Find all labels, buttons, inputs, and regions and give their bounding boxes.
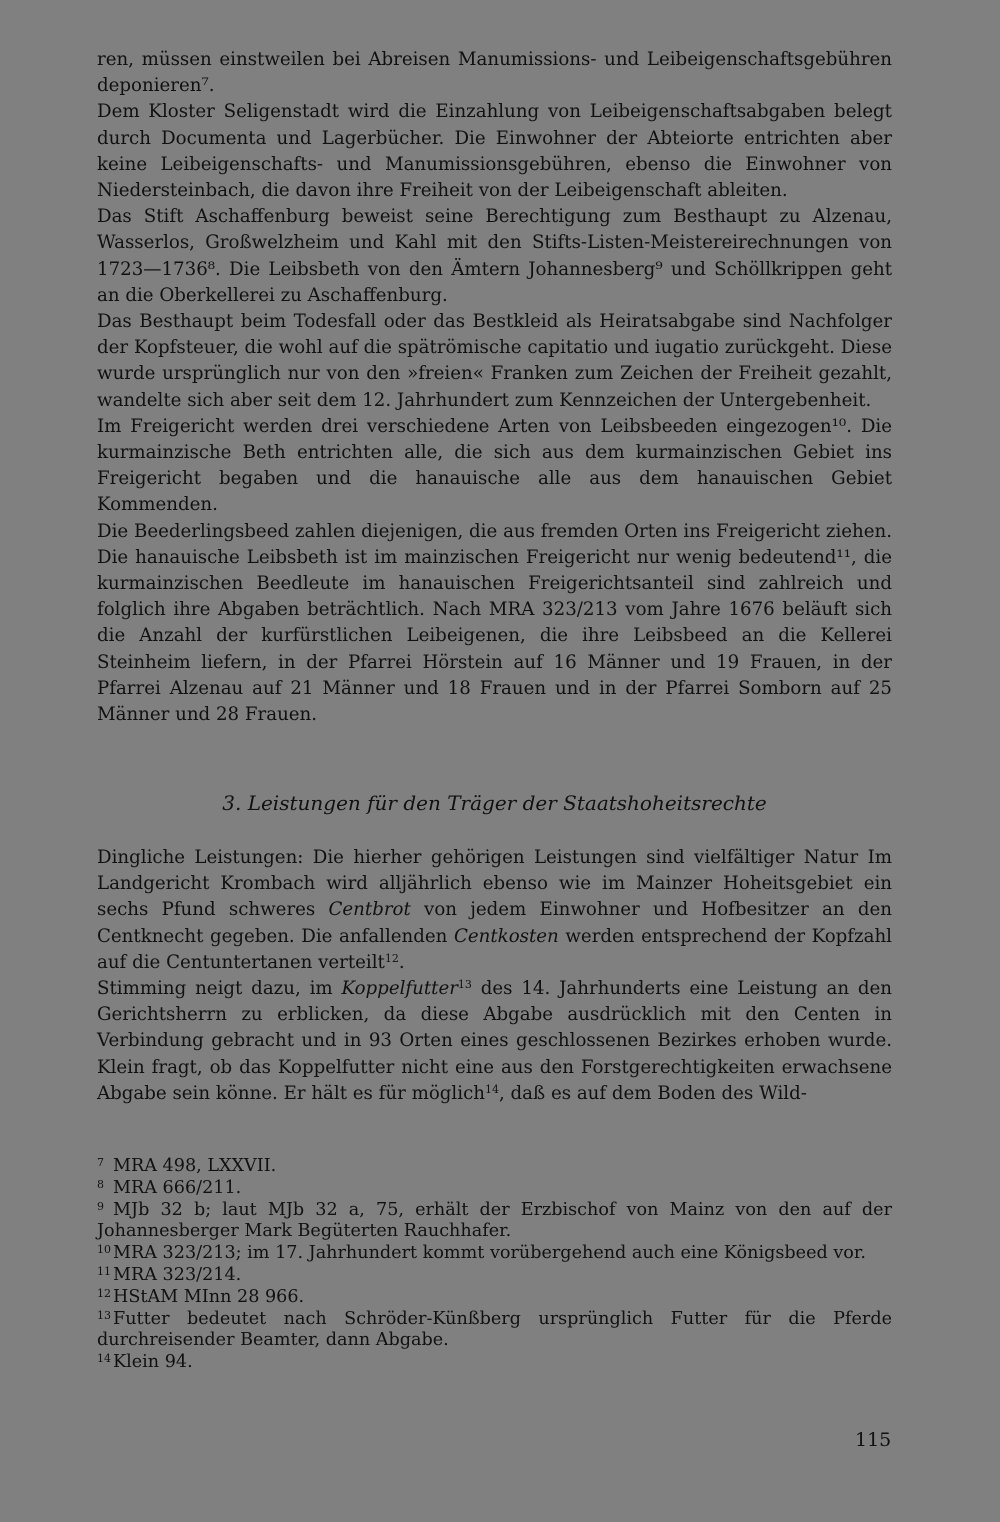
text-run: . — [398, 951, 405, 973]
footnote-text: MRA 498, LXXVII. — [113, 1156, 277, 1176]
body-text-top — [97, 47, 892, 728]
footnote-text: HStAM MInn 28 966. — [113, 1286, 305, 1307]
paragraph — [97, 845, 892, 976]
italic-term: Centbrot — [328, 899, 411, 921]
paragraph: Die Beederlingsbeed zahlen diejenigen, die aus fremden Orten ins Freigericht ziehen. Die hanauische Leibsbeth ist im mainzischen Freigericht nur wenig bedeutend¹¹, die kurmainzischen Beedleute im hanauischen Freigerichtsanteil sind zahlreich und folglich ihre Abgaben beträchtlich. Nach MRA 323/213 vom Jahre 1676 beläuft sich die Anzahl der kurfürstlichen Leibeigenen, die ihre Leibsbeed an die Kellerei Steinheim liefern, in der Pfarrei Hörstein auf 16 Männer und 19 Frauen, in der Pfarrei Alzenau auf 21 Männer und 18 Frauen und in der Pfarrei Somborn auf 25 Männer und 28 Frauen. — [97, 520, 892, 726]
footnote: 7 MRA 498, LXXVII. — [97, 1156, 277, 1176]
paragraph: Das Besthaupt beim Todesfall oder das Bestkleid als Heiratsabgabe sind Nachfolger der Kopfsteuer, die wohl auf die spätrömische capitatio und iugatio zurückgeht. Diese wurde ursprünglich nur von den »freien« Franken zum Zeichen der Freiheit gezahlt, wandelte sich aber seit dem 12. Jahrhundert zum Kennzeichen der Untergebenheit. — [97, 311, 892, 411]
italic-term: Koppelfutter — [341, 978, 458, 1000]
footnote-text: MRA 323/213; im 17. Jahrhundert kommt vorübergehend auch eine Königsbeed vor. — [113, 1243, 866, 1264]
text-run: werden entsprechend der Kopfzahl auf die Centuntertanen verteilt — [97, 925, 892, 973]
footnote: 13 Futter bedeutet nach Schröder-Künßberg ursprünglich Futter für die Pferde durchreisender Beamter, dann Abgabe. — [97, 1308, 892, 1351]
text-run: des 14. Jahrhunderts eine Leistung an den Gerichtsherrn zu erblicken, da diese Abgabe ausdrücklich mit den Centen in Verbindung gebracht und in 93 Orten eines geschlossenen Bezirkes erhoben wurde. Klein fragt, ob das Koppelfutter nicht eine aus den Forstgerechtigkeiten erwachsene Abgabe sein könne. Er hält es für möglich — [97, 978, 892, 1104]
section-heading: 3. Leistungen für den Träger der Staatshoheitsrechte — [222, 791, 767, 815]
paragraph: Das Stift Aschaffenburg beweist seine Berechtigung zum Besthaupt zu Alzenau, Wasserlos, Großwelzheim und Kahl mit den Stifts-Listen-Meistereirechnungen von 1723—1736⁸. Die Leibsbeth von den Ämtern Johannesberg⁹ und Schöllkrippen geht an die Oberkellerei zu Aschaffenburg. — [97, 206, 892, 306]
footnote-text: Klein 94. — [113, 1352, 193, 1373]
paragraph: Im Freigericht werden drei verschiedene Arten von Leibsbeeden eingezogen¹⁰. Die kurmainzische Beth entrichten alle, die sich aus dem kurmainzischen Gebiet ins Freigericht begaben und die hanauische alle aus dem hanauischen Gebiet Kommenden. — [97, 415, 892, 516]
page-number: 115 — [855, 1429, 892, 1451]
footnote: 10 MRA 323/213; im 17. Jahrhundert kommt vorübergehend auch eine Königsbeed vor. — [97, 1243, 866, 1264]
footnote-text: Futter bedeutet nach Schröder-Künßberg ursprünglich Futter für die Pferde durchreisender Beamter, dann Abgabe. — [97, 1308, 892, 1351]
footnote-text: MRA 323/214. — [113, 1264, 242, 1285]
paragraph — [97, 976, 892, 1107]
footnote-ref: 12 — [384, 951, 399, 965]
text-run: Dingliche Leistungen: Die hierher gehörigen Leistungen sind vielfältiger Natur Im Landgericht Krombach wird alljährlich ebenso wie im Mainzer Hoheitsgebiet ein sechs Pfund schweres — [97, 847, 892, 921]
body-text-bottom — [97, 845, 892, 1107]
text-run: von jedem Einwohner und Hofbesitzer an den Centknecht gegeben. Die anfallenden — [97, 899, 892, 947]
paragraph: ren, müssen einstweilen bei Abreisen Manumissions- und Leibeigenschaftsgebühren deponieren⁷. — [97, 49, 892, 97]
text-run: Stimming neigt dazu, im — [97, 978, 342, 1000]
footnote: 11 MRA 323/214. — [97, 1264, 242, 1285]
footnote-text: MRA 666/211. — [113, 1177, 242, 1198]
footnote: 12 HStAM MInn 28 966. — [97, 1286, 305, 1307]
footnote-ref: 13 — [457, 978, 472, 992]
paragraph: Dem Kloster Seligenstadt wird die Einzahlung von Leibeigenschaftsabgaben belegt durch Documenta und Lagerbücher. Die Einwohner der Abteiorte entrichten aber keine Leibeigenschafts- und Manumissionsgebühren, ebenso die Einwohner von Niedersteinbach, die davon ihre Freiheit von der Leibeigenschaft ableiten. — [97, 101, 892, 202]
footnotes — [97, 1156, 892, 1374]
footnote: 8 MRA 666/211. — [97, 1177, 242, 1198]
footnote: 14 Klein 94. — [97, 1352, 193, 1373]
text-run: , daß es auf dem Boden des Wild- — [498, 1082, 807, 1104]
italic-term: Centkosten — [453, 925, 559, 947]
footnote-ref: 14 — [484, 1082, 499, 1096]
footnote: 9 MJb 32 b; laut MJb 32 a, 75, erhält der Erzbischof von Mainz von den auf der Johannesberger Mark Begüterten Rauchhafer. — [97, 1199, 892, 1242]
footnote-text: MJb 32 b; laut MJb 32 a, 75, erhält der Erzbischof von Mainz von den auf der Johannesberger Mark Begüterten Rauchhafer. — [97, 1199, 892, 1242]
